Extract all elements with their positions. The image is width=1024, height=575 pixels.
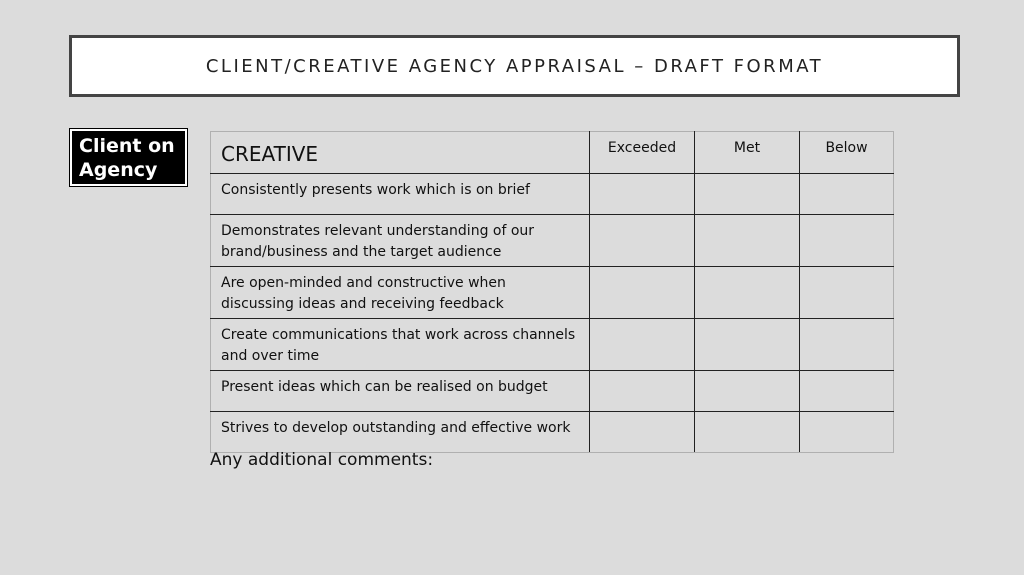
- header-exceeded: Exceeded: [590, 132, 695, 174]
- rating-cell-met[interactable]: [695, 267, 800, 319]
- criterion-cell: Consistently presents work which is on brief: [211, 174, 590, 215]
- rating-cell-exceeded[interactable]: [590, 371, 695, 412]
- table-header-row: [211, 132, 894, 174]
- rating-cell-met[interactable]: [695, 319, 800, 371]
- slide-title: CLIENT/CREATIVE AGENCY APPRAISAL – DRAFT FORMAT: [205, 55, 824, 77]
- rating-cell-below[interactable]: [800, 174, 894, 215]
- section-header: CREATIVE: [211, 132, 590, 174]
- criterion-cell: Are open-minded and constructive when discussing ideas and receiving feedback: [211, 267, 590, 319]
- client-on-agency-tag: [70, 129, 187, 186]
- rating-cell-met[interactable]: [695, 371, 800, 412]
- rating-cell-met[interactable]: [695, 412, 800, 453]
- rating-cell-exceeded[interactable]: [590, 215, 695, 267]
- criterion-cell: Strives to develop outstanding and effective work: [211, 412, 590, 453]
- table-row: [211, 371, 894, 412]
- rating-cell-below[interactable]: [800, 319, 894, 371]
- rating-cell-exceeded[interactable]: [590, 412, 695, 453]
- appraisal-table: [210, 131, 894, 453]
- table-row: [211, 267, 894, 319]
- rating-cell-exceeded[interactable]: [590, 319, 695, 371]
- rating-cell-exceeded[interactable]: [590, 174, 695, 215]
- header-below: Below: [800, 132, 894, 174]
- rating-cell-below[interactable]: [800, 412, 894, 453]
- rating-cell-met[interactable]: [695, 215, 800, 267]
- title-box: [69, 35, 960, 97]
- table-row: [211, 174, 894, 215]
- header-met: Met: [695, 132, 800, 174]
- table-row: [211, 412, 894, 453]
- rating-cell-exceeded[interactable]: [590, 267, 695, 319]
- criterion-cell: Present ideas which can be realised on budget: [211, 371, 590, 412]
- rating-cell-below[interactable]: [800, 267, 894, 319]
- criterion-cell: Create communications that work across channels and over time: [211, 319, 590, 371]
- rating-cell-below[interactable]: [800, 215, 894, 267]
- rating-cell-met[interactable]: [695, 174, 800, 215]
- comments-label: Any additional comments:: [210, 450, 434, 470]
- table-row: [211, 215, 894, 267]
- table-row: [211, 319, 894, 371]
- criterion-cell: Demonstrates relevant understanding of our brand/business and the target audience: [211, 215, 590, 267]
- rating-cell-below[interactable]: [800, 371, 894, 412]
- tag-label: Client on Agency: [79, 135, 175, 181]
